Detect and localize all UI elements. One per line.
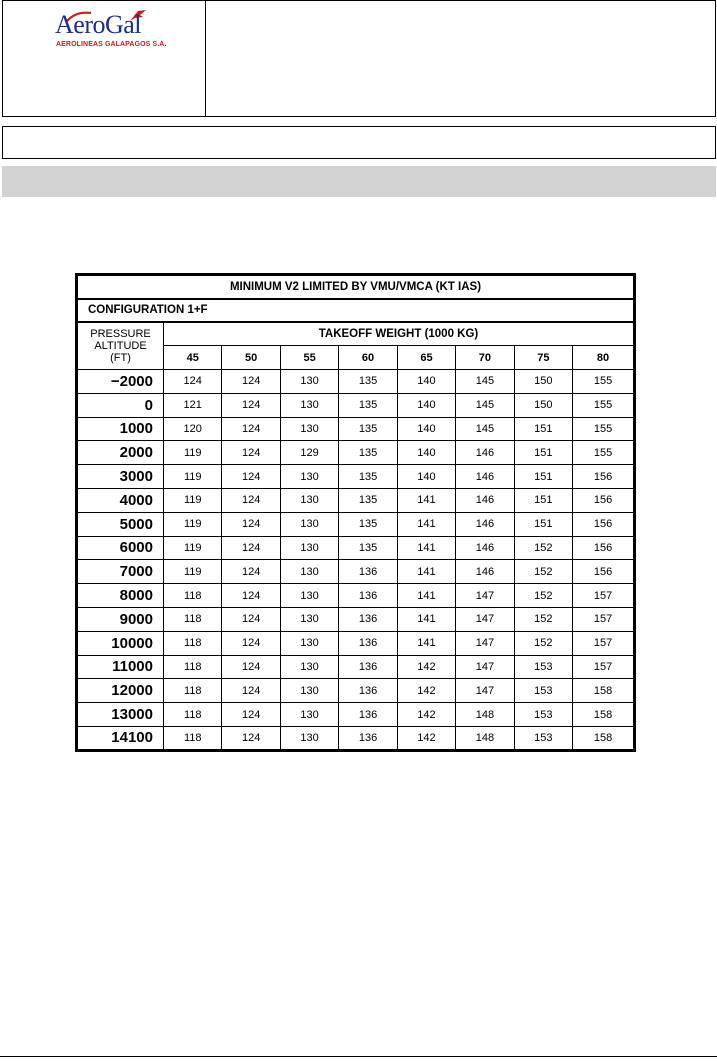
v2-value-cell: 124 (222, 512, 280, 536)
v2-value-cell: 130 (280, 679, 338, 703)
v2-value-cell: 136 (339, 560, 397, 584)
v2-value-cell: 124 (222, 584, 280, 608)
v2-value-cell: 141 (397, 512, 455, 536)
v2-value-cell: 152 (514, 584, 572, 608)
altitude-cell: 5000 (77, 512, 164, 536)
v2-value-cell: 141 (397, 488, 455, 512)
v2-value-cell: 147 (456, 655, 514, 679)
v2-value-cell: 157 (573, 607, 635, 631)
weight-column-header: 65 (397, 346, 455, 370)
v2-value-cell: 140 (397, 465, 455, 489)
altitude-cell: 10000 (77, 631, 164, 655)
v2-value-cell: 136 (339, 726, 397, 750)
v2-value-cell: 157 (573, 631, 635, 655)
table-title: MINIMUM V2 LIMITED BY VMU/VMCA (KT IAS) (77, 275, 635, 299)
altitude-cell: 13000 (77, 703, 164, 727)
v2-value-cell: 142 (397, 703, 455, 727)
v2-value-cell: 118 (164, 679, 222, 703)
v2-value-cell: 118 (164, 584, 222, 608)
v2-value-cell: 136 (339, 631, 397, 655)
v2-value-cell: 119 (164, 465, 222, 489)
v2-value-cell: 130 (280, 607, 338, 631)
v2-value-cell: 124 (222, 441, 280, 465)
v2-value-cell: 158 (573, 726, 635, 750)
v2-value-cell: 136 (339, 655, 397, 679)
v2-value-cell: 124 (222, 560, 280, 584)
v2-value-cell: 119 (164, 536, 222, 560)
v2-value-cell: 147 (456, 584, 514, 608)
v2-value-cell: 152 (514, 607, 572, 631)
v2-value-cell: 145 (456, 417, 514, 441)
table-row (77, 512, 635, 536)
altitude-cell: 0 (77, 393, 164, 417)
v2-value-cell: 135 (339, 417, 397, 441)
table-row (77, 703, 635, 727)
table-configuration: CONFIGURATION 1+F (77, 299, 635, 322)
v2-value-cell: 118 (164, 726, 222, 750)
v2-value-cell: 145 (456, 393, 514, 417)
altitude-header-line: ALTITUDE (94, 339, 147, 352)
v2-table (75, 273, 636, 752)
table-row (77, 560, 635, 584)
altitude-cell: 14100 (77, 726, 164, 750)
altitude-cell: 4000 (77, 488, 164, 512)
section-heading-band (2, 166, 716, 197)
v2-value-cell: 156 (573, 465, 635, 489)
v2-value-cell: 124 (222, 393, 280, 417)
v2-value-cell: 130 (280, 393, 338, 417)
footer-rule (0, 1056, 717, 1057)
logo-name: AeroGal (55, 10, 142, 39)
v2-value-cell: 124 (222, 465, 280, 489)
altitude-cell: 1000 (77, 417, 164, 441)
v2-value-cell: 140 (397, 441, 455, 465)
v2-value-cell: 151 (514, 417, 572, 441)
table-row (77, 393, 635, 417)
v2-value-cell: 130 (280, 631, 338, 655)
altitude-header-line: (FT) (110, 351, 131, 364)
altitude-cell: 7000 (77, 560, 164, 584)
v2-value-cell: 124 (222, 679, 280, 703)
v2-value-cell: 146 (456, 465, 514, 489)
v2-value-cell: 141 (397, 607, 455, 631)
v2-value-cell: 156 (573, 560, 635, 584)
v2-value-cell: 152 (514, 536, 572, 560)
v2-value-cell: 135 (339, 536, 397, 560)
v2-value-cell: 130 (280, 536, 338, 560)
table-row (77, 679, 635, 703)
v2-value-cell: 124 (222, 536, 280, 560)
v2-value-cell: 145 (456, 370, 514, 394)
altitude-cell: 12000 (77, 679, 164, 703)
v2-value-cell: 130 (280, 560, 338, 584)
v2-value-cell: 158 (573, 679, 635, 703)
altitude-cell: 8000 (77, 584, 164, 608)
v2-value-cell: 146 (456, 560, 514, 584)
table-body (77, 370, 635, 751)
v2-value-cell: 136 (339, 679, 397, 703)
table-row (77, 607, 635, 631)
altitude-cell: 2000 (77, 441, 164, 465)
v2-value-cell: 147 (456, 607, 514, 631)
v2-value-cell: 118 (164, 607, 222, 631)
table-row (77, 584, 635, 608)
v2-value-cell: 118 (164, 631, 222, 655)
v2-value-cell: 135 (339, 512, 397, 536)
altitude-header-line: PRESSURE (90, 327, 151, 340)
v2-value-cell: 130 (280, 655, 338, 679)
altitude-cell: −2000 (77, 370, 164, 394)
weight-column-header: 50 (222, 346, 280, 370)
weight-column-header: 45 (164, 346, 222, 370)
table-row (77, 536, 635, 560)
v2-value-cell: 118 (164, 703, 222, 727)
weight-column-header: 75 (514, 346, 572, 370)
v2-value-cell: 150 (514, 370, 572, 394)
table-row (77, 488, 635, 512)
v2-value-cell: 142 (397, 726, 455, 750)
v2-value-cell: 124 (222, 370, 280, 394)
v2-value-cell: 150 (514, 393, 572, 417)
v2-value-cell: 155 (573, 393, 635, 417)
v2-value-cell: 141 (397, 560, 455, 584)
v2-value-cell: 141 (397, 536, 455, 560)
v2-value-cell: 147 (456, 679, 514, 703)
takeoff-weight-header: TAKEOFF WEIGHT (1000 KG) (164, 322, 635, 346)
v2-value-cell: 140 (397, 417, 455, 441)
logo-subtitle: AEROLINEAS GALAPAGOS S.A. (56, 41, 167, 48)
v2-value-cell: 142 (397, 655, 455, 679)
v2-value-cell: 148 (456, 703, 514, 727)
v2-value-cell: 129 (280, 441, 338, 465)
v2-value-cell: 146 (456, 512, 514, 536)
v2-value-cell: 124 (222, 703, 280, 727)
v2-value-cell: 153 (514, 655, 572, 679)
table-row (77, 370, 635, 394)
v2-value-cell: 130 (280, 370, 338, 394)
v2-value-cell: 146 (456, 441, 514, 465)
v2-value-cell: 153 (514, 703, 572, 727)
v2-value-cell: 147 (456, 631, 514, 655)
v2-value-cell: 135 (339, 370, 397, 394)
v2-value-cell: 140 (397, 393, 455, 417)
table-row (77, 726, 635, 750)
v2-value-cell: 124 (222, 417, 280, 441)
altitude-cell: 3000 (77, 465, 164, 489)
v2-value-cell: 146 (456, 536, 514, 560)
altitude-header (77, 322, 164, 370)
v2-value-cell: 130 (280, 488, 338, 512)
v2-value-cell: 124 (222, 488, 280, 512)
header-info-cell (206, 1, 715, 116)
v2-value-cell: 141 (397, 584, 455, 608)
v2-value-cell: 136 (339, 584, 397, 608)
v2-value-cell: 130 (280, 512, 338, 536)
v2-value-cell: 120 (164, 417, 222, 441)
v2-value-cell: 118 (164, 655, 222, 679)
v2-value-cell: 146 (456, 488, 514, 512)
v2-value-cell: 151 (514, 441, 572, 465)
weight-column-header: 55 (280, 346, 338, 370)
v2-value-cell: 119 (164, 512, 222, 536)
v2-value-cell: 119 (164, 488, 222, 512)
v2-value-cell: 152 (514, 631, 572, 655)
v2-value-cell: 153 (514, 726, 572, 750)
v2-value-cell: 135 (339, 488, 397, 512)
v2-value-cell: 151 (514, 465, 572, 489)
v2-value-cell: 130 (280, 465, 338, 489)
v2-value-cell: 124 (222, 726, 280, 750)
v2-value-cell: 151 (514, 488, 572, 512)
v2-value-cell: 151 (514, 512, 572, 536)
altitude-cell: 9000 (77, 607, 164, 631)
table-row (77, 417, 635, 441)
altitude-cell: 11000 (77, 655, 164, 679)
document-subtitle-box (2, 126, 716, 159)
v2-value-cell: 136 (339, 703, 397, 727)
table-row (77, 465, 635, 489)
v2-value-cell: 156 (573, 536, 635, 560)
v2-value-cell: 141 (397, 631, 455, 655)
v2-value-cell: 158 (573, 703, 635, 727)
v2-value-cell: 156 (573, 488, 635, 512)
weight-column-header: 60 (339, 346, 397, 370)
v2-value-cell: 140 (397, 370, 455, 394)
v2-value-cell: 135 (339, 393, 397, 417)
v2-value-cell: 119 (164, 441, 222, 465)
v2-value-cell: 119 (164, 560, 222, 584)
table-row (77, 655, 635, 679)
v2-value-cell: 152 (514, 560, 572, 584)
v2-value-cell: 135 (339, 441, 397, 465)
v2-value-cell: 121 (164, 393, 222, 417)
v2-value-cell: 130 (280, 703, 338, 727)
v2-value-cell: 124 (164, 370, 222, 394)
table-row (77, 441, 635, 465)
altitude-cell: 6000 (77, 536, 164, 560)
weight-column-header: 70 (456, 346, 514, 370)
weight-column-header: 80 (573, 346, 635, 370)
v2-value-cell: 124 (222, 631, 280, 655)
v2-value-cell: 135 (339, 465, 397, 489)
v2-value-cell: 156 (573, 512, 635, 536)
v2-value-cell: 155 (573, 370, 635, 394)
document-header (2, 0, 716, 117)
v2-value-cell: 136 (339, 607, 397, 631)
v2-value-cell: 155 (573, 417, 635, 441)
v2-value-cell: 157 (573, 584, 635, 608)
v2-value-cell: 148 (456, 726, 514, 750)
table-row (77, 631, 635, 655)
v2-value-cell: 153 (514, 679, 572, 703)
v2-value-cell: 124 (222, 655, 280, 679)
logo-cell (3, 1, 206, 116)
v2-value-cell: 130 (280, 584, 338, 608)
v2-value-cell: 157 (573, 655, 635, 679)
v2-value-cell: 130 (280, 417, 338, 441)
v2-value-cell: 142 (397, 679, 455, 703)
v2-value-cell: 130 (280, 726, 338, 750)
v2-value-cell: 155 (573, 441, 635, 465)
v2-value-cell: 124 (222, 607, 280, 631)
